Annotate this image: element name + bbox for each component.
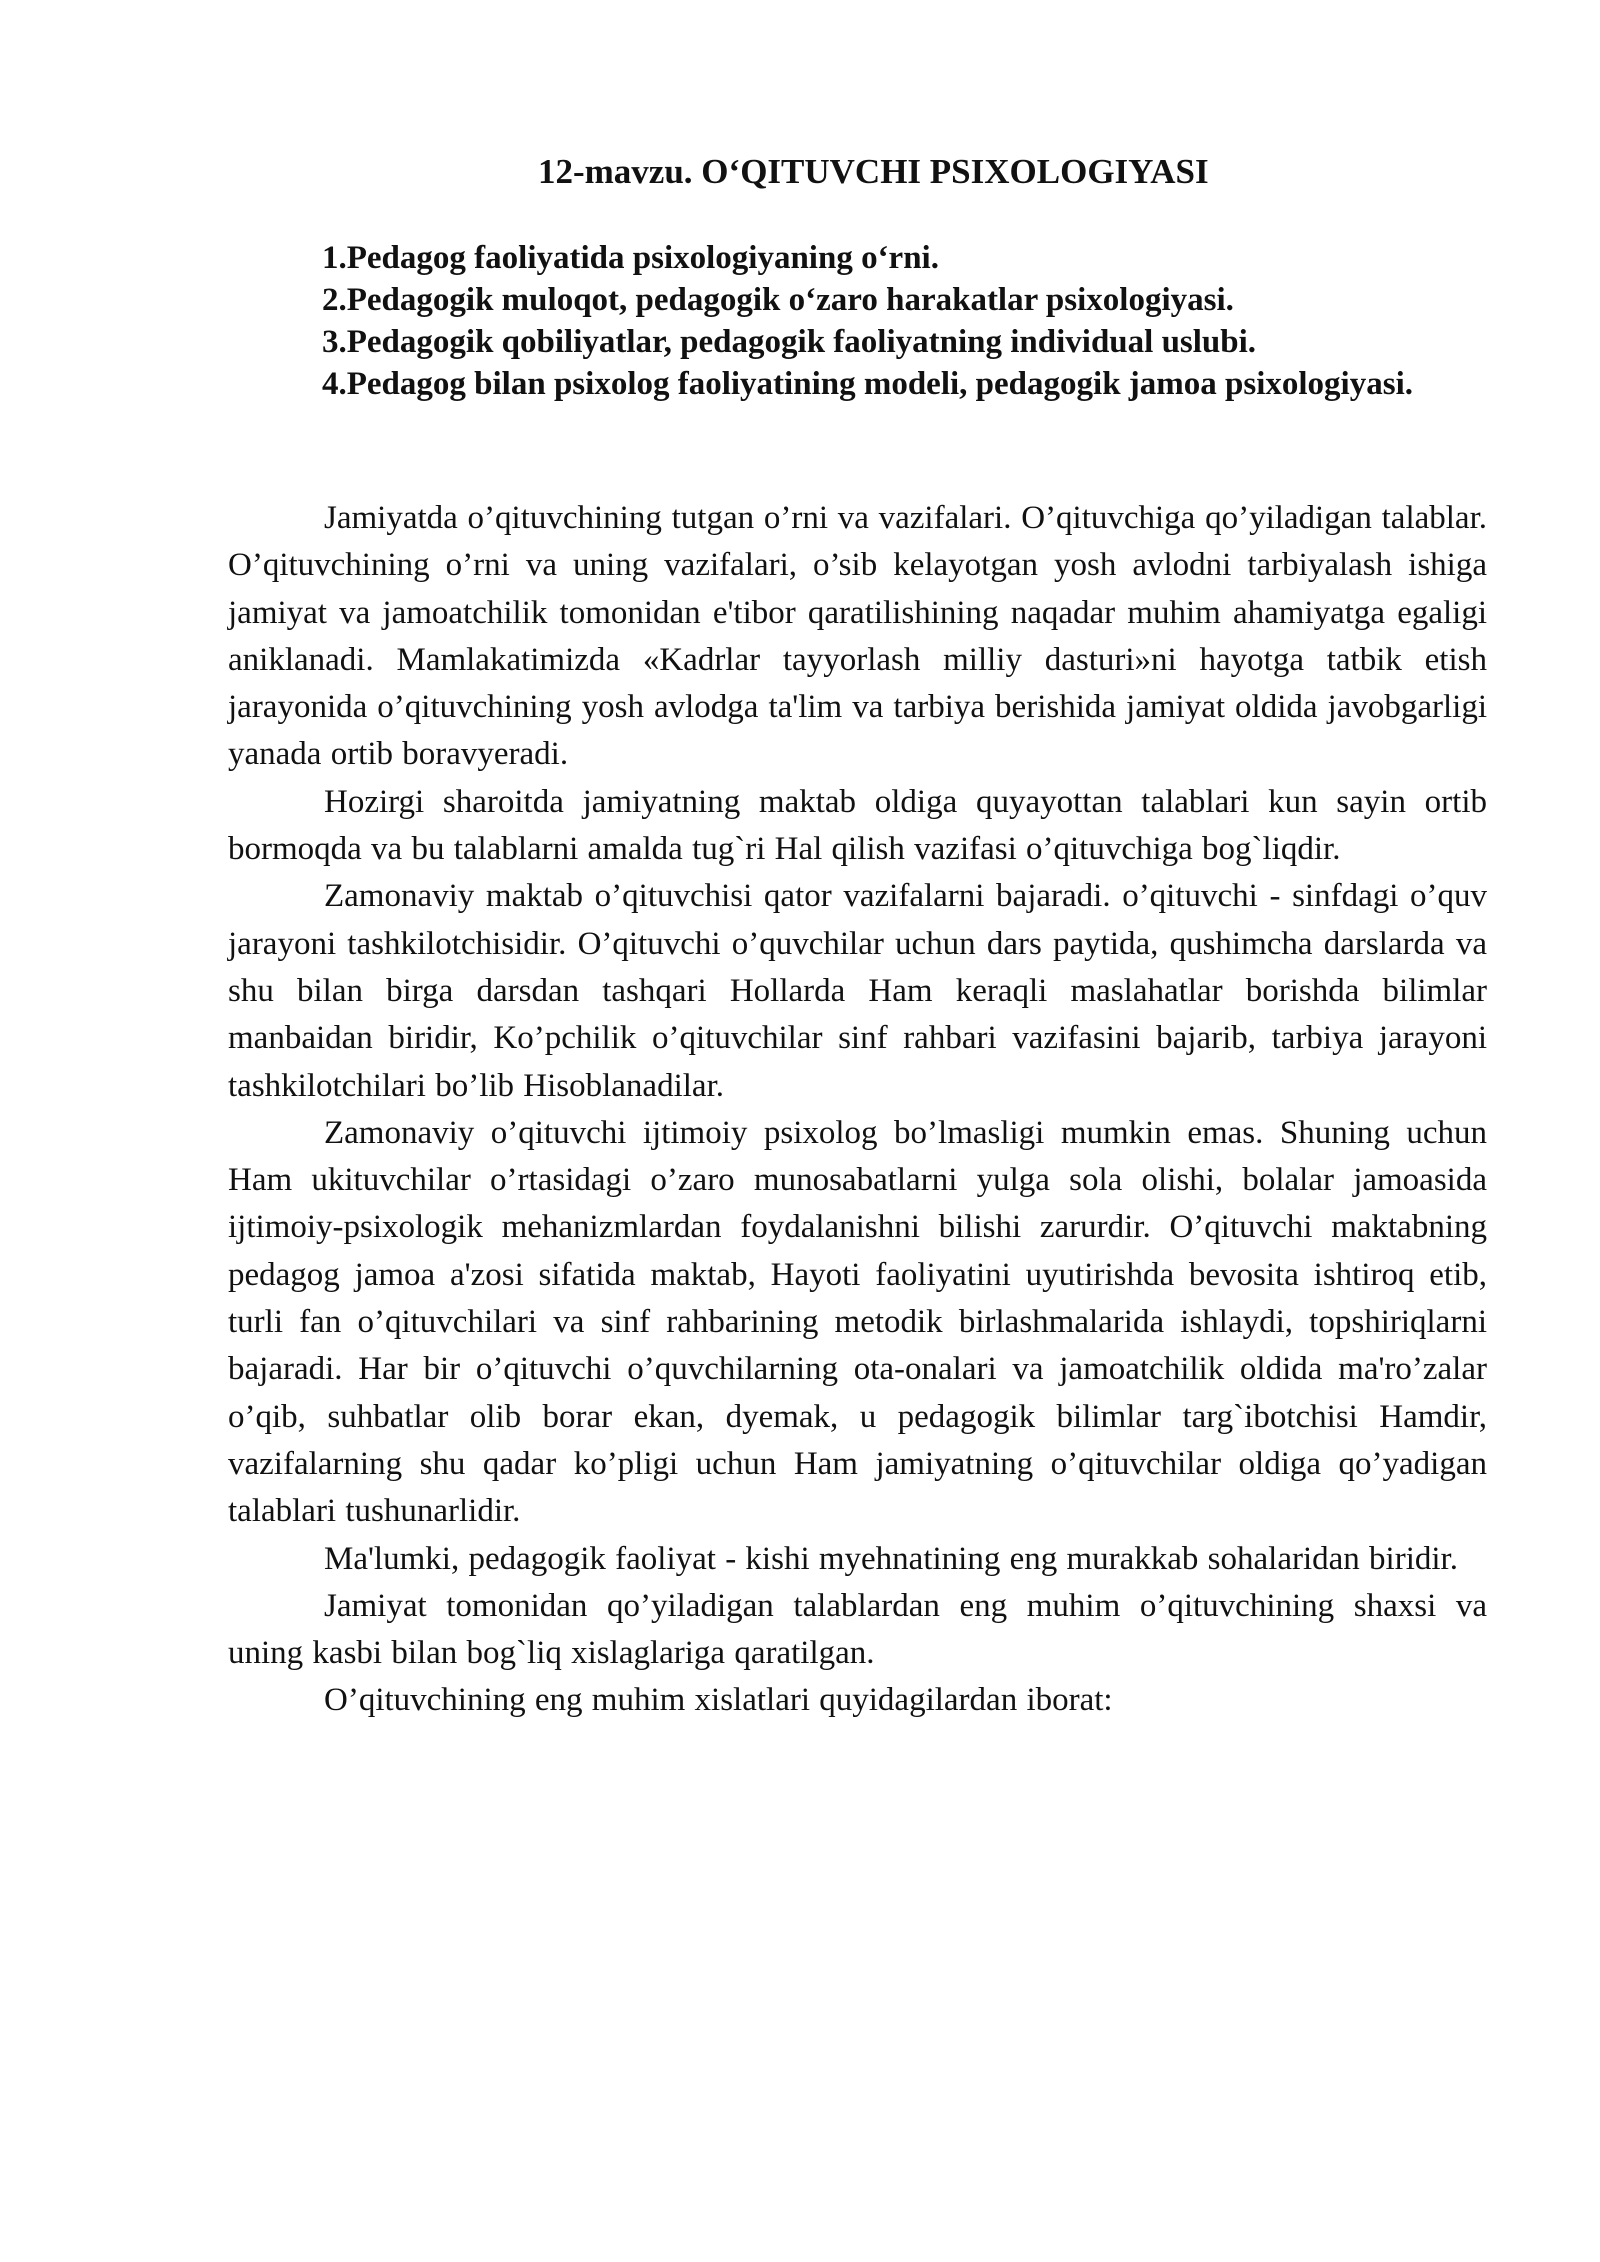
topic-outline <box>228 237 1487 405</box>
outline-item-2: 2.Pedagogik muloqot, pedagogik o‘zaro harakatlar psixologiyasi. <box>322 282 1234 318</box>
paragraph: O’qituvchining eng muhim xislatlari quyidagilardan iborat: <box>324 1682 1113 1719</box>
paragraph: Ma'lumki, pedagogik faoliyat - kishi myehnatining eng murakkab sohalaridan biridir. <box>324 1540 1458 1577</box>
outline-item-1: 1.Pedagog faoliyatida psixologiyaning o‘rni. <box>322 240 939 276</box>
paragraph: Jamiyatda o’qituvchining tutgan o’rni va vazifalari. O’qituvchiga qo’yiladigan talablar. O’qituvchining o’rni va uning vazifalari, o’sib kelayotgan yosh avlodni tarbiyalash ishiga jamiyat va jamoatchilik tomonidan e'tibor qaratilishining naqadar muhim ahamiyatga egaligi aniklanadi. Mamlakatimizda «Kadrlar tayyorlash milliy dasturi»ni hayotga tatbik etish jarayonida o’qituvchining yosh avlodga ta'lim va tarbiya berishida jamiyat oldida javobgarligi yanada ortib boravyeradi. <box>228 500 1487 773</box>
body-text <box>228 495 1487 1725</box>
document-page <box>228 150 1487 1725</box>
paragraph: Hozirgi sharoitda jamiyatning maktab oldiga quyayottan talablari kun sayin ortib bormoqda va bu talablarni amalda tug`ri Hal qilish vazifasi o’qituvchiga bog`liqdir. <box>228 783 1487 868</box>
outline-item-4: 4.Pedagog bilan psixolog faoliyatining modeli, pedagogik jamoa psixologiyasi. <box>322 366 1413 402</box>
outline-item-3: 3.Pedagogik qobiliyatlar, pedagogik faoliyatning individual uslubi. <box>322 324 1257 360</box>
page-title: 12-mavzu. O‘QITUVCHI PSIXOLOGIYASI <box>538 152 1209 191</box>
paragraph: Zamonaviy maktab o’qituvchisi qator vazifalarni bajaradi. o’qituvchi - sinfdagi o’quv jarayoni tashkilotchisidir. O’qituvchi o’quvchilar uchun dars paytida, qushimcha darslarda va shu bilan birga darsdan tashqari Hollarda Ham keraqli maslahatlar borishda bilimlar manbaidan biridir, Ko’pchilik o’qituvchilar sinf rahbari vazifasini bajarib, tarbiya jarayoni tashkilotchilari bo’lib Hisoblanadilar. <box>228 878 1487 1104</box>
paragraph: Zamonaviy o’qituvchi ijtimoiy psixolog bo’lmasligi mumkin emas. Shuning uchun Ham ukituvchilar o’rtasidagi o’zaro munosabatlarni yulga sola olishi, bolalar jamoasida ijtimoiy-psixologik mehanizmlardan foydalanishni bilishi zarurdir. O’qituvchi maktabning pedagog jamoa a'zosi sifatida maktab, Hayoti faoliyatini uyutirishda bevosita ishtiroq etib, turli fan o’qituvchilari va sinf rahbarining metodik birlashmalarida ishlaydi, topshiriqlarni bajaradi. Har bir o’qituvchi o’quvchilarning ota-onalari va jamoatchilik oldida ma'ro’zalar o’qib, suhbatlar olib borar ekan, dyemak, u pedagogik bilimlar targ`ibotchisi Hamdir, vazifalarning shu qadar ko’pligi uchun Ham jamiyatning o’qituvchilar oldiga qo’yadigan talablari tushunarlidir. <box>228 1114 1487 1530</box>
paragraph: Jamiyat tomonidan qo’yiladigan talablardan eng muhim o’qituvchining shaxsi va uning kasbi bilan bog`liq xislaglariga qaratilgan. <box>228 1587 1487 1672</box>
